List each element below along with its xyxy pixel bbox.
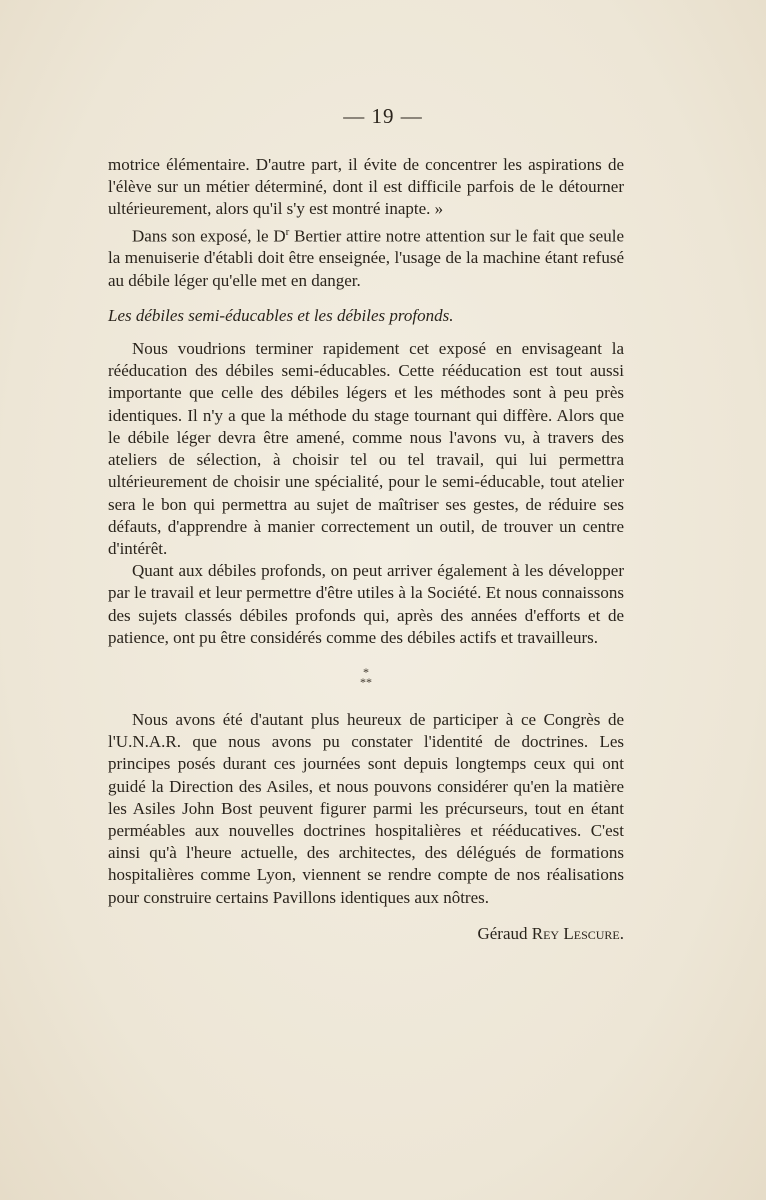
signature (108, 923, 624, 945)
paragraph-semi-educables: Nous voudrions terminer rapidement cet exposé en envisageant la rééducation des débiles semi-éducables. Cette rééducation est tout aussi importante que celle des débiles légers et les méthodes sont à peu près identiques. Il n'y a que la méthode du stage tournant qui diffère. Alors que le débile léger devra être amené, comme nous l'avons vu, à travers des ateliers de sélection, à choisir tel ou tel travail, qui lui permettra ultérieurement de choisir une spécialité, pour le semi-éducable, tout atelier sera le bon qui permettra au sujet de maîtriser ses gestes, de réduire ses défauts, d'apprendre à manier correctement un outil, de trouver un centre d'intérêt. (108, 339, 624, 558)
signature-last-name: Rey Lescure. (531, 923, 624, 943)
signature-first-name: Géraud (477, 923, 528, 943)
paragraph-congres: Nous avons été d'autant plus heureux de participer à ce Congrès de l'U.N.A.R. que nous avons pu constater l'identité de doctrines. Les principes posés durant ces journées sont depuis longtemps ceux qui ont guidé la Direction des Asiles, et nous pouvons considérer qu'en la matière les Asiles John Bost peuvent figurer parmi les précurseurs, tout en étant perméables aux nouvelles doctrines hospitalières et rééducatives. C'est ainsi qu'à l'heure actuelle, des architectes, des délégués de formations hospitalières comme Lyon, viennent se rendre compte de nos réalisations pour construire certains Pavillons identiques aux nôtres. (108, 709, 624, 907)
page-number: — 19 — (343, 104, 423, 128)
paragraph-bertier-rest: Bertier attire notre attention sur le fait que seule la menuiserie d'établi doit être enseignée, l'usage de la machine étant refusé au débile léger qu'elle met en danger. (108, 226, 624, 290)
asterism-bottom: ** (360, 674, 372, 689)
paragraph-bertier-start: Dans son exposé, le D (132, 226, 286, 246)
asterism-top: * (363, 664, 369, 679)
paragraph-continuation: motrice élémentaire. D'autre part, il évite de concentrer les aspirations de l'élève sur un métier déterminé, dont il est difficile parfois de le détourner ultérieurement, alors qu'il s'y est montré inapte. » (108, 155, 624, 219)
paragraph-debiles-profonds: Quant aux débiles profonds, on peut arriver également à les développer par le travail et leur permettre d'être utiles à la Société. Et nous connaissons des sujets classés débiles profonds qui, après des années d'efforts et de patience, ont pu être considérés comme des débiles actifs et travailleurs. (108, 561, 624, 647)
doctor-abbrev-superscript: r (285, 225, 290, 238)
body-text (108, 154, 624, 945)
paragraph-bertier (108, 221, 624, 292)
asterism-separator (108, 664, 624, 689)
section-heading: Les débiles semi-éducables et les débiles profonds. (108, 305, 454, 325)
